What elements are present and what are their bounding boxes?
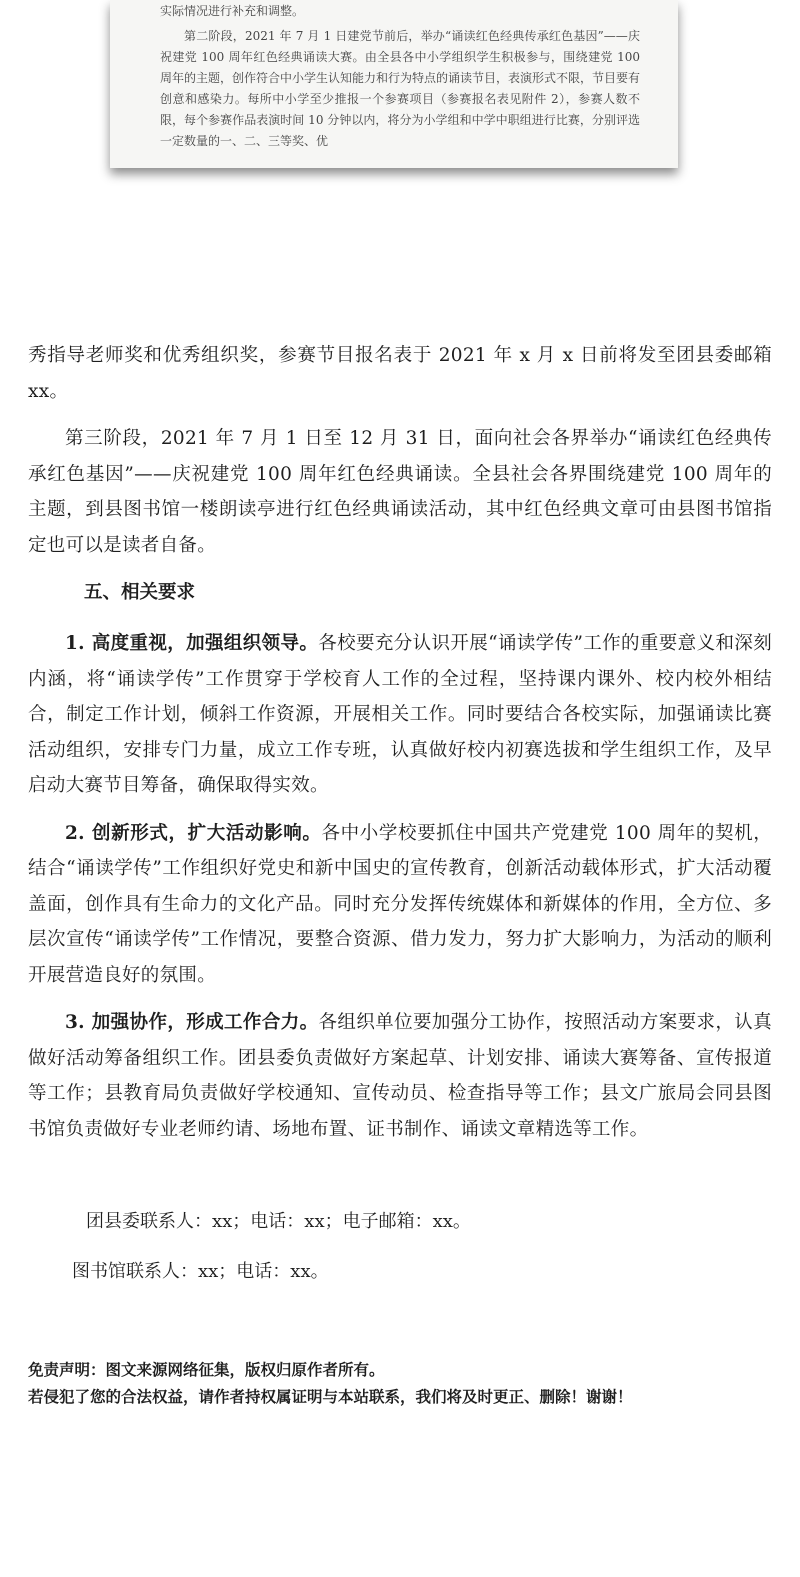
preview-line: 实际情况进行补充和调整。 (160, 4, 305, 18)
paragraph-stage-three: 第三阶段，2021 年 7 月 1 日至 12 月 31 日，面向社会各界举办“诵读红色经典传承红色基因”——庆祝建党 100 周年红色经典诵读。全县社会各界围绕建党 100 周年的主题，到县图书馆一楼朗读亭进行红色经典诵读活动，其中红色经典文章可由县图书馆指定也可以是读者自备。 (28, 428, 772, 556)
document-preview-card (110, 0, 678, 168)
disclaimer-line-1: 免责声明：图文来源网络征集，版权归原作者所有。 (28, 1360, 385, 1379)
document-body (28, 338, 772, 1159)
disclaimer-line-2: 若侵犯了您的合法权益，请作者持权属证明与本站联系，我们将及时更正、删除！谢谢！ (28, 1387, 633, 1406)
contact-tuanxianwei: 团县委联系人：xx；电话：xx；电子邮箱：xx。 (86, 1211, 471, 1232)
requirement-3-lead: 3. 加强协作，形成工作合力。 (65, 1012, 319, 1033)
requirement-1-lead: 1. 高度重视，加强组织领导。 (65, 633, 319, 654)
preview-paragraph: 第二阶段，2021 年 7 月 1 日建党节前后，举办“诵读红色经典传承红色基因”——庆祝建党 100 周年红色经典诵读大赛。由全县各中小学组织学生积极参与，围绕建党 100 周年的主题，创作符合中小学生认知能力和行为特点的诵读节目，表演形式不限，节目要有创意和感染力。每所中小学至少推报一个参赛项目（参赛报名表见附件 2），参赛人数不限，每个参赛作品表演时间 10 分钟以内，将分为小学组和中学中职组进行比赛，分别评选一定数量的一、二、三等奖、优 (160, 29, 641, 148)
section-heading: 五、相关要求 (84, 582, 196, 603)
requirement-2-body: 各中小学校要抓住中国共产党建党 100 周年的契机，结合“诵读学传”工作组织好党史和新中国史的宣传教育，创新活动载体形式，扩大活动覆盖面，创作具有生命力的文化产品。同时充分发挥传统媒体和新媒体的作用，全方位、多层次宣传“诵读学传”工作情况，要整合资源、借力发力，努力扩大影响力，为活动的顺利开展营造良好的氛围。 (28, 822, 772, 986)
requirement-3 (28, 1005, 772, 1147)
requirement-3-body: 各组织单位要加强分工协作，按照活动方案要求，认真做好活动筹备组织工作。团县委负责做好方案起草、计划安排、诵读大赛筹备、宣传报道等工作；县教育局负责做好学校通知、宣传动员、检查指导等工作；县文广旅局会同县图书馆负责做好专业老师约请、场地布置、证书制作、诵读文章精选等工作。 (28, 1012, 772, 1140)
requirement-1 (28, 626, 772, 804)
requirement-1-body: 各校要充分认识开展“诵读学传”工作的重要意义和深刻内涵，将“诵读学传”工作贯穿于学校育人工作的全过程，坚持课内课外、校内校外相结合，制定工作计划，倾斜工作资源，开展相关工作。同时要结合各校实际，加强诵读比赛活动组织，安排专门力量，成立工作专班，认真做好校内初赛选拔和学生组织工作，及早启动大赛节目筹备，确保取得实效。 (28, 633, 772, 796)
requirement-2-lead: 2. 创新形式，扩大活动影响。 (65, 822, 322, 844)
disclaimer (28, 1356, 772, 1410)
contact-library: 图书馆联系人：xx；电话：xx。 (72, 1261, 329, 1282)
paragraph-continuation: 秀指导老师奖和优秀组织奖，参赛节目报名表于 2021 年 x 月 x 日前将发至团县委邮箱 xx。 (28, 345, 772, 402)
requirement-2 (28, 816, 772, 994)
